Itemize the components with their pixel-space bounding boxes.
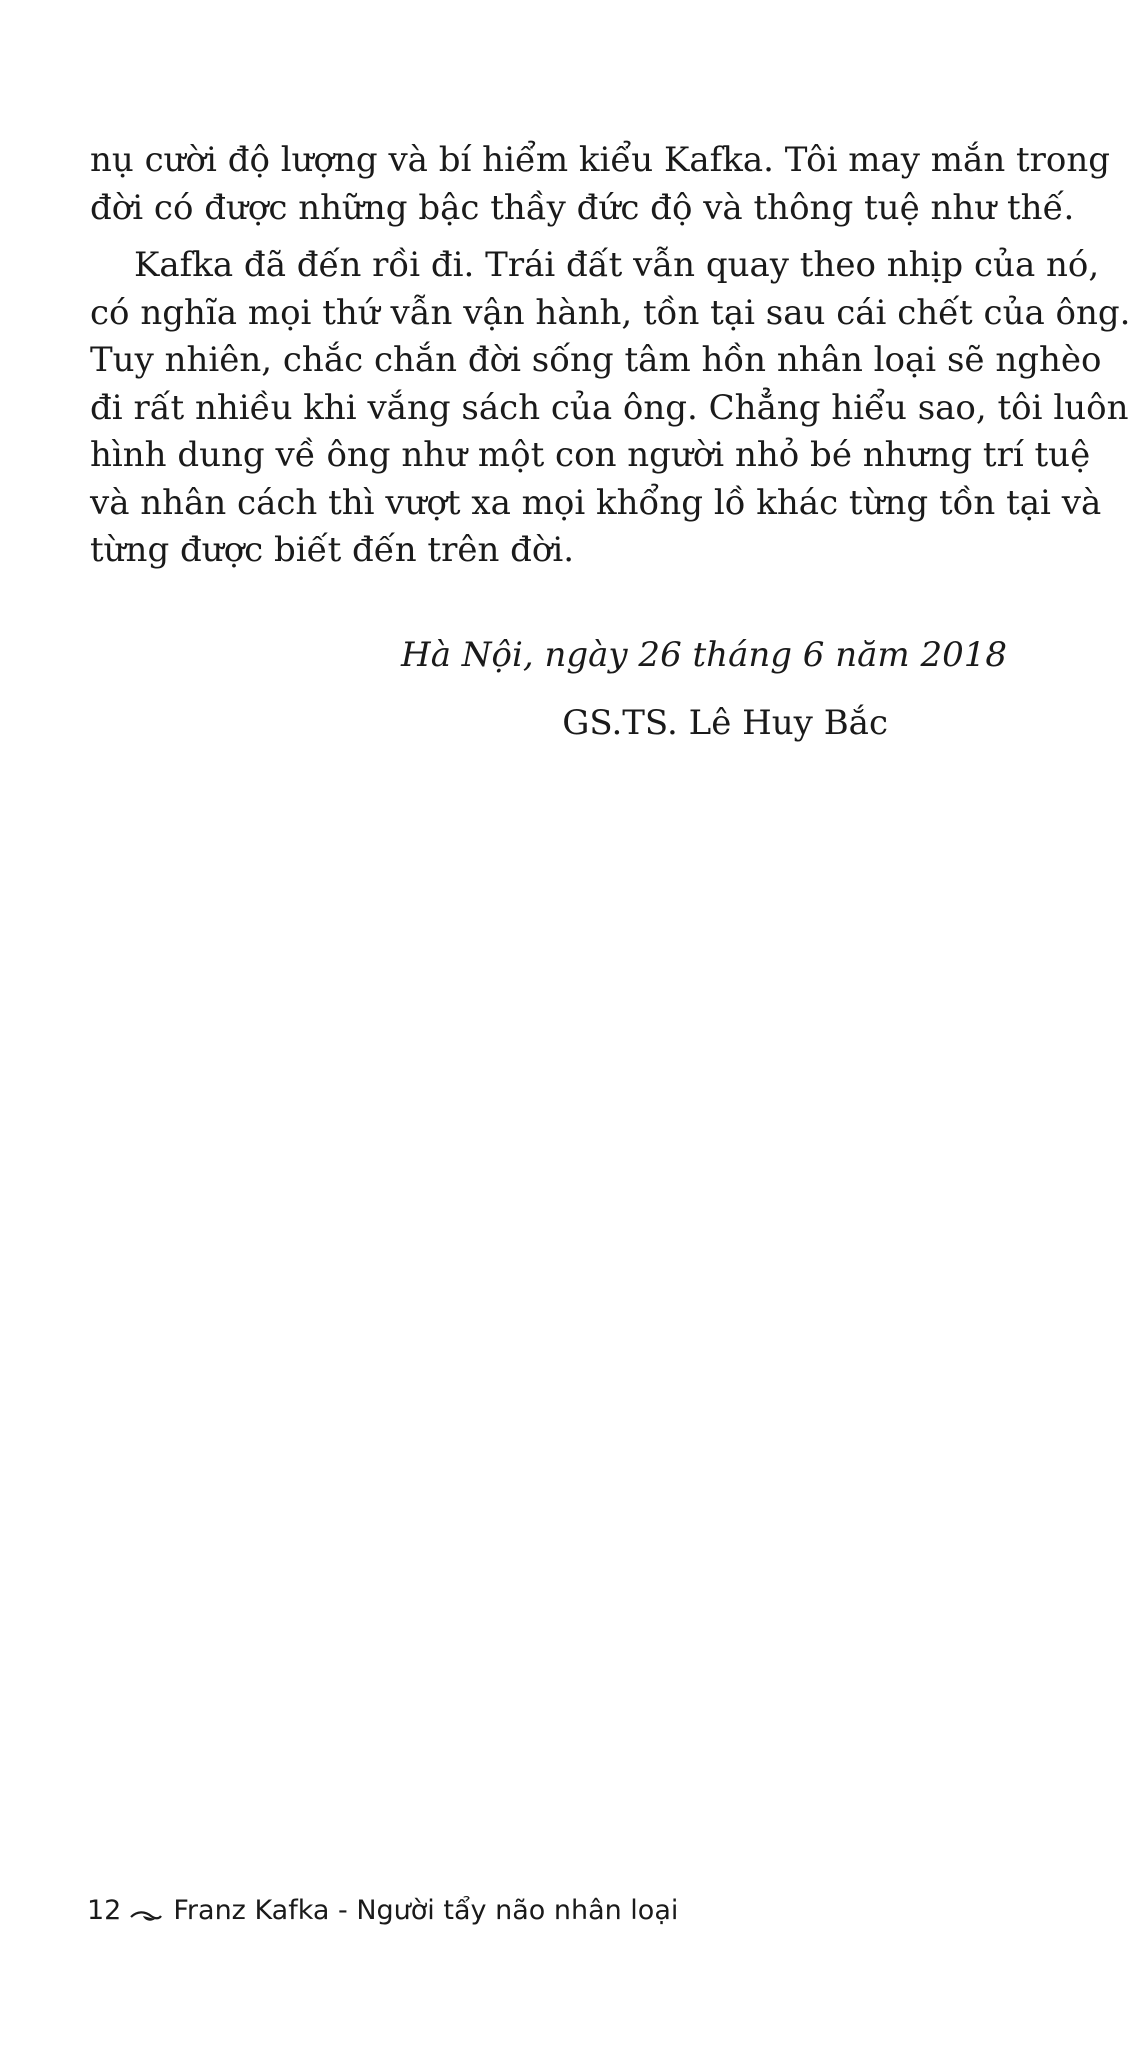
text-line: Tuy nhiên, chắc chắn đời sống tâm hồn nhân loại sẽ nghèo xyxy=(90,340,1102,380)
text-line: và nhân cách thì vượt xa mọi khổng lồ khác từng tồn tại và xyxy=(90,482,1102,523)
author-signature: GS.TS. Lê Huy Bắc xyxy=(562,703,888,743)
text-line: nụ cười độ lượng và bí hiểm kiểu Kafka. Tôi may mắn trong xyxy=(90,140,1111,180)
paragraph-1 xyxy=(90,137,1111,232)
paragraph-2 xyxy=(90,242,1131,575)
body-text xyxy=(90,137,1131,575)
text-line: đi rất nhiều khi vắng sách của ông. Chẳng hiểu sao, tôi luôn xyxy=(90,387,1129,428)
page-number: 12 xyxy=(87,1895,122,1926)
closing-date: Hà Nội, ngày 26 tháng 6 năm 2018 xyxy=(401,635,1007,675)
leaf-ornament-icon xyxy=(129,1901,163,1921)
text-line: từng được biết đến trên đời. xyxy=(90,530,575,570)
text-line: hình dung về ông như một con người nhỏ bé nhưng trí tuệ xyxy=(90,435,1091,475)
text-line: Kafka đã đến rồi đi. Trái đất vẫn quay theo nhịp của nó, xyxy=(134,245,1100,285)
text-line: có nghĩa mọi thứ vẫn vận hành, tồn tại sau cái chết của ông. xyxy=(90,292,1131,333)
text-line: đời có được những bậc thầy đức độ và thông tuệ như thế. xyxy=(90,187,1075,228)
running-title: Franz Kafka - Người tẩy não nhân loại xyxy=(173,1895,679,1926)
page-footer xyxy=(87,1893,678,1929)
